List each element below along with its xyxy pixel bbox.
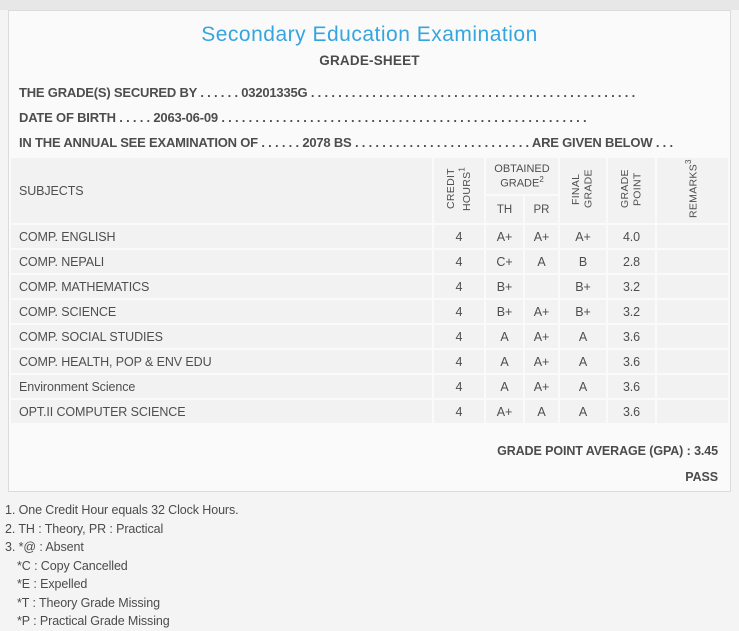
final-grade-cell: B (560, 250, 606, 273)
top-strip (0, 0, 739, 10)
column-header-th: TH (486, 196, 523, 223)
final-grade-cell: A (560, 325, 606, 348)
table-row (11, 350, 728, 373)
pr-grade-cell: A+ (525, 300, 558, 323)
grades-table-body (11, 225, 728, 423)
remarks-cell (657, 325, 728, 348)
table-row (11, 400, 728, 423)
credit-hours-cell: 4 (434, 325, 484, 348)
subject-cell: COMP. SCIENCE (11, 300, 432, 323)
dotted-leader: . . . . . . (200, 85, 238, 100)
grades-table (9, 156, 730, 425)
footnotes-section (0, 492, 739, 631)
final-grade-cell: A (560, 350, 606, 373)
info-line-exam-year (19, 130, 720, 155)
footnote-line: *E : Expelled (17, 577, 88, 591)
column-header-pr: PR (525, 196, 558, 223)
credit-hours-cell: 4 (434, 250, 484, 273)
grade-point-cell: 3.6 (608, 325, 655, 348)
table-row (11, 375, 728, 398)
grade-sheet-card (8, 10, 731, 492)
pr-grade-cell: A (525, 250, 558, 273)
th-grade-cell: A (486, 325, 523, 348)
pr-grade-cell: A (525, 400, 558, 423)
th-grade-cell: A+ (486, 400, 523, 423)
grade-point-cell: 3.2 (608, 275, 655, 298)
dotted-leader: . . . . . . . . . . . . . . . . . . . . . . . . . . (354, 135, 529, 150)
final-grade-cell: B+ (560, 275, 606, 298)
footnote-line: *T : Theory Grade Missing (17, 595, 160, 610)
info-lines (9, 80, 730, 155)
table-row (11, 300, 728, 323)
th-grade-cell: A (486, 375, 523, 398)
credit-hours-cell: 4 (434, 225, 484, 248)
footnote-line: *C : Copy Cancelled (17, 558, 128, 573)
th-grade-cell: C+ (486, 250, 523, 273)
info-line-dob (19, 105, 720, 130)
gpa-label: GRADE POINT AVERAGE (GPA) : (497, 444, 691, 458)
result-status: PASS (685, 470, 718, 484)
footnote-line: *P : Practical Grade Missing (17, 614, 170, 628)
footnote-ref-1: 1 (457, 166, 467, 172)
subject-cell: OPT.II COMPUTER SCIENCE (11, 400, 432, 423)
remarks-cell (657, 350, 728, 373)
summary-section (9, 438, 730, 490)
remarks-cell (657, 400, 728, 423)
pr-grade-cell: A+ (525, 325, 558, 348)
page-title: Secondary Education Examination (201, 23, 538, 46)
credit-hours-cell: 4 (434, 400, 484, 423)
document-subtitle: GRADE-SHEET (319, 53, 420, 68)
th-grade-cell: B+ (486, 300, 523, 323)
exam-year-value: 2078 BS (302, 135, 352, 150)
dotted-leader: . . . . . . (261, 135, 299, 150)
gpa-value: 3.45 (694, 444, 718, 458)
dotted-leader: . . . . . (119, 110, 150, 125)
footnote-ref-2: 2 (539, 174, 544, 184)
grade-point-cell: 2.8 (608, 250, 655, 273)
credit-hours-vertical-label: CREDIT HOURS$^1$ (444, 166, 473, 212)
pr-grade-cell: A+ (525, 225, 558, 248)
grade-point-cell: 3.6 (608, 400, 655, 423)
footnote-line: 1. One Credit Hour equals 32 Clock Hours. (5, 503, 239, 517)
th-grade-cell: A+ (486, 225, 523, 248)
subject-cell: COMP. NEPALI (11, 250, 432, 273)
column-header-final-grade (560, 158, 606, 223)
grade-point-cell: 3.2 (608, 300, 655, 323)
exam-suffix: ARE GIVEN BELOW (531, 135, 653, 150)
credit-hours-cell: 4 (434, 375, 484, 398)
column-header-grade-point (608, 158, 655, 223)
remarks-cell (657, 250, 728, 273)
remarks-cell (657, 375, 728, 398)
footnote-ref-3: 3 (684, 159, 694, 164)
th-grade-cell: B+ (486, 275, 523, 298)
final-grade-cell: A (560, 375, 606, 398)
dob-label: DATE OF BIRTH (19, 110, 116, 125)
footnote-line: 3. *@ : Absent (5, 540, 84, 554)
grades-table-header (11, 158, 728, 223)
remarks-cell (657, 225, 728, 248)
dotted-leader: . . . . . . . . . . . . . . . . . . . . . . . . . . . . . . . . . . . . . . . . . . . . . . . . (310, 85, 635, 100)
subject-cell: COMP. HEALTH, POP & ENV EDU (11, 350, 432, 373)
subject-cell: COMP. SOCIAL STUDIES (11, 325, 432, 348)
th-grade-cell: A (486, 350, 523, 373)
pr-grade-cell: A+ (525, 350, 558, 373)
final-grade-vertical-label: FINAL GRADE (570, 169, 595, 209)
symbol-number-value: 03201335G (241, 85, 308, 100)
final-grade-cell: A+ (560, 225, 606, 248)
table-row (11, 325, 728, 348)
remarks-cell (657, 275, 728, 298)
secured-by-label: THE GRADE(S) SECURED BY (19, 85, 197, 100)
dob-value: 2063-06-09 (153, 110, 218, 125)
remarks-cell (657, 300, 728, 323)
grade-point-vertical-label: GRADE POINT (618, 169, 644, 209)
final-grade-cell: A (560, 400, 606, 423)
subject-cell: COMP. ENGLISH (11, 225, 432, 248)
final-grade-cell: B+ (560, 300, 606, 323)
credit-hours-cell: 4 (434, 275, 484, 298)
grade-point-cell: 3.6 (608, 350, 655, 373)
gpa-line (9, 438, 718, 464)
column-header-subjects: SUBJECTS (11, 158, 432, 223)
credit-hours-cell: 4 (434, 350, 484, 373)
table-row (11, 225, 728, 248)
pr-grade-cell: A+ (525, 375, 558, 398)
pr-grade-cell (525, 275, 558, 298)
column-header-remarks (657, 158, 728, 223)
table-row (11, 250, 728, 273)
credit-hours-cell: 4 (434, 300, 484, 323)
subject-cell: Environment Science (11, 375, 432, 398)
grade-point-cell: 4.0 (608, 225, 655, 248)
footnote-line: 2. TH : Theory, PR : Practical (5, 521, 164, 536)
grade-point-cell: 3.6 (608, 375, 655, 398)
info-line-secured-by (19, 80, 720, 105)
exam-label: IN THE ANNUAL SEE EXAMINATION OF (19, 135, 258, 150)
subject-cell: COMP. MATHEMATICS (11, 275, 432, 298)
table-row (11, 275, 728, 298)
column-header-credit-hours (434, 158, 484, 223)
column-header-obtained-grade: OBTAINED GRADE$^2$ (486, 158, 558, 194)
remarks-vertical-label: REMARKS$^3$ (684, 159, 700, 218)
dotted-leader: . . . . . . . . . . . . . . . . . . . . . . . . . . . . . . . . . . . . . . . . . . . . . . . . . . . . . . (221, 110, 587, 125)
dotted-leader: . . . (655, 135, 673, 150)
